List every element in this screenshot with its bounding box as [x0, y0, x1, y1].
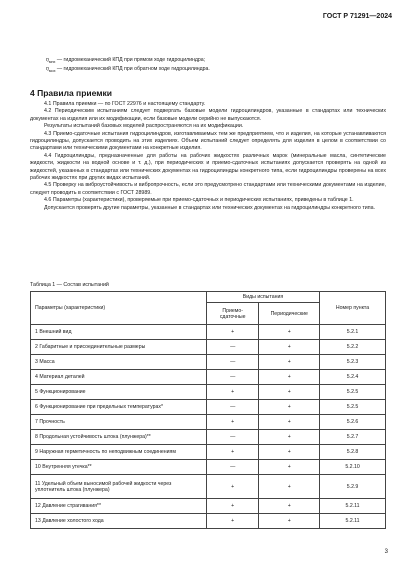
row-acceptance: +: [206, 499, 259, 514]
table-row: [31, 445, 386, 460]
row-clause: 5.2.11: [320, 499, 386, 514]
paragraph-4-6: 4.6 Параметры (характеристики), проверяемые при приемо-сдаточных и периодических испытаниях, приведены в таблице 1.: [44, 197, 354, 204]
body-text: [30, 101, 386, 212]
row-acceptance: +: [206, 475, 259, 499]
row-periodic: +: [259, 415, 320, 430]
table-row: [31, 460, 386, 475]
paragraph-4-1: 4.1 Правила приемки — по ГОСТ 22976 и настоящему стандарту.: [44, 101, 206, 107]
paragraph-4-3: 4.3 Приемо-сдаточные испытания гидроцилиндров, изготавливаемых тем же предприятием, что и изделия, на которые устанавливаются гидроцилиндры, допускается проводить на этих изделиях. Объем испытаний следует определять для изделия в целом в соответствии со стандартами или техническими документами на конкретные изделия.: [30, 130, 386, 152]
row-acceptance: —: [206, 340, 259, 355]
table-row: [31, 475, 386, 499]
row-periodic: +: [259, 385, 320, 400]
row-param: 7 Прочность: [31, 415, 207, 430]
symbol-definition-1: [46, 57, 205, 66]
row-periodic: +: [259, 445, 320, 460]
row-param: 6 Функционирование при предельных температурах*: [31, 400, 207, 415]
row-param: 2 Габаритные и присоединительные размеры: [31, 340, 207, 355]
row-acceptance: —: [206, 370, 259, 385]
table-row: [31, 400, 386, 415]
table-row: [31, 340, 386, 355]
paragraph-4-4: 4.4 Гидроцилиндры, предназначенные для работы на рабочих жидкостях различных марок (минеральные масла, синтетические жидкости, жидкости на водной основе и т. д.), при периодических и приемо-сдаточных испытаниях допускается проверять на одной из жидкостей, указанных в стандартах или технических документах на гидроцилиндры конкретного типа, если гидроцилиндры проверены на всех рабочих жидкостях при других видах испытаний.: [30, 152, 386, 182]
row-clause: 5.2.1: [320, 325, 386, 340]
paragraph-4-2: 4.2 Периодическим испытаниям следует подвергать базовые модели гидроцилиндров, указанные в стандартах или технических документах на изделия или их модификации, если базовые модели серийно не выпускаются.: [30, 108, 386, 122]
paragraph-4-5: 4.5 Проверку на виброустойчивость и вибропрочность, если это предусмотрено стандартами или техническими документами на изделие, следует проводить в соответствии с ГОСТ 28989.: [30, 182, 386, 196]
row-acceptance: +: [206, 445, 259, 460]
row-periodic: +: [259, 499, 320, 514]
row-param: 12 Давление страгивания**: [31, 499, 207, 514]
row-param: 8 Продольная устойчивость штока (плунжера)**: [31, 430, 207, 445]
row-periodic: +: [259, 340, 320, 355]
row-periodic: +: [259, 370, 320, 385]
row-periodic: +: [259, 325, 320, 340]
row-param: 13 Давление холостого хода: [31, 514, 207, 529]
document-header: ГОСТ Р 71291—2024: [322, 13, 392, 20]
header-acceptance: Приемо-сдаточные: [206, 303, 259, 325]
symbol-subscript: мпх: [48, 60, 56, 65]
row-acceptance: +: [206, 385, 259, 400]
row-acceptance: +: [206, 415, 259, 430]
row-param: 10 Внутренняя утечка**: [31, 460, 207, 475]
row-acceptance: —: [206, 400, 259, 415]
row-periodic: +: [259, 460, 320, 475]
row-clause: 5.2.10: [320, 460, 386, 475]
row-periodic: +: [259, 355, 320, 370]
table-row: [31, 415, 386, 430]
row-clause: 5.2.5: [320, 400, 386, 415]
row-param: 11 Удельный объем выносимой рабочей жидкости через уплотнитель штока (плунжера): [31, 475, 207, 499]
row-acceptance: +: [206, 325, 259, 340]
table-row: [31, 370, 386, 385]
header-test-types: Виды испытания: [206, 292, 319, 303]
row-clause: 5.2.6: [320, 415, 386, 430]
symbol-description: — гидромеханический КПД при прямом ходе гидроцилиндра;: [55, 57, 206, 63]
symbol-definition-2: [46, 66, 210, 75]
table-caption: Таблица 1 — Состав испытаний: [30, 282, 109, 288]
row-periodic: +: [259, 430, 320, 445]
table-row: [31, 355, 386, 370]
table-row: [31, 430, 386, 445]
header-periodic: Периодические: [259, 303, 320, 325]
row-clause: 5.2.9: [320, 475, 386, 499]
table-row: [31, 499, 386, 514]
row-clause: 5.2.3: [320, 355, 386, 370]
row-acceptance: —: [206, 430, 259, 445]
row-clause: 5.2.11: [320, 514, 386, 529]
section-title: 4 Правила приемки: [30, 88, 112, 98]
table-row: [31, 385, 386, 400]
symbol: η: [46, 66, 49, 72]
row-clause: 5.2.4: [320, 370, 386, 385]
row-clause: 5.2.7: [320, 430, 386, 445]
row-clause: 5.2.8: [320, 445, 386, 460]
header-clause: Номер пункта: [320, 292, 386, 325]
row-periodic: +: [259, 400, 320, 415]
symbol-subscript: мох: [48, 69, 56, 74]
row-clause: 5.2.5: [320, 385, 386, 400]
row-periodic: +: [259, 475, 320, 499]
row-acceptance: +: [206, 514, 259, 529]
paragraph-4-6-note: Допускается проверять другие параметры, указанные в стандартах или технических документах на гидроцилиндры конкретного типа.: [44, 204, 376, 211]
table-row: [31, 325, 386, 340]
table-row: [31, 514, 386, 529]
row-param: 4 Материал деталей: [31, 370, 207, 385]
row-param: 5 Функционирование: [31, 385, 207, 400]
row-acceptance: —: [206, 355, 259, 370]
row-acceptance: —: [206, 460, 259, 475]
row-param: 1 Внешний вид: [31, 325, 207, 340]
row-periodic: +: [259, 514, 320, 529]
header-param: Параметры (характеристики): [31, 292, 207, 325]
row-param: 9 Наружная герметичность по неподвижным соединениям: [31, 445, 207, 460]
symbol-description: — гидромеханический КПД при обратном ходе гидроцилиндра.: [55, 66, 210, 72]
tests-table: [30, 291, 386, 529]
paragraph-4-2-note: Результаты испытаний базовых моделей распространяются на их модификации.: [44, 123, 244, 130]
page-number: 3: [384, 549, 388, 555]
row-param: 3 Масса: [31, 355, 207, 370]
row-clause: 5.2.2: [320, 340, 386, 355]
symbol: η: [46, 57, 49, 63]
